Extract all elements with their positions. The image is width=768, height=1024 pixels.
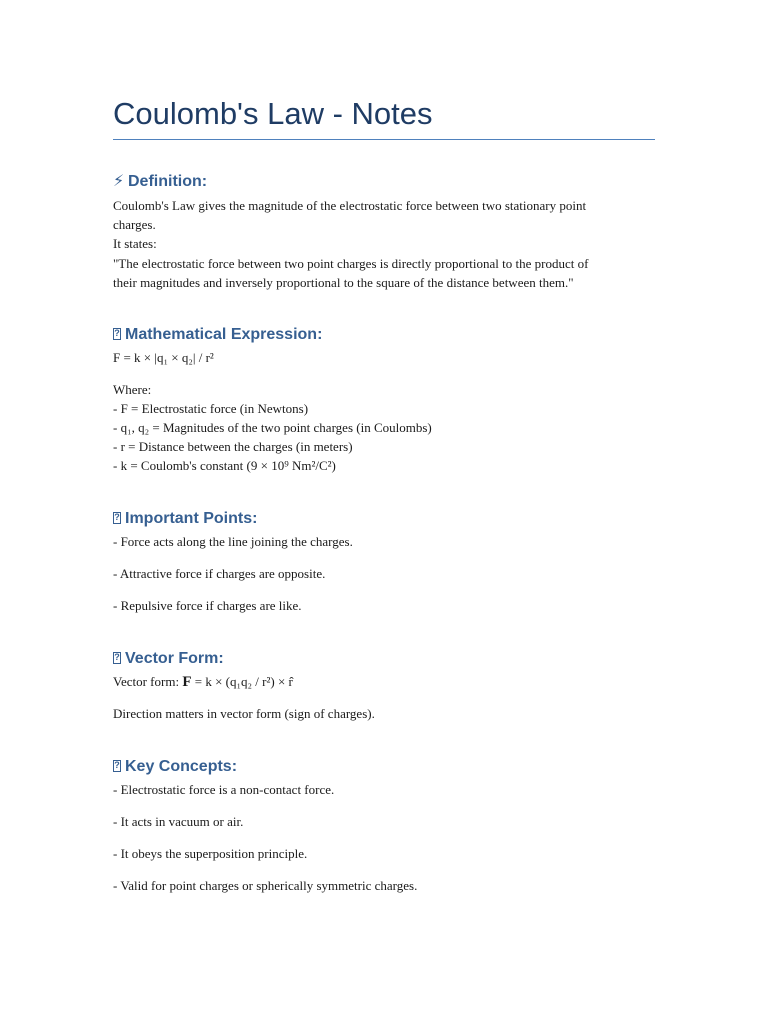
title-underline bbox=[113, 139, 655, 140]
missing-glyph-icon bbox=[113, 760, 121, 772]
vector-formula-line bbox=[113, 672, 658, 692]
page-title: Coulomb's Law - Notes bbox=[113, 96, 433, 131]
important-item: - Repulsive force if charges are like. bbox=[113, 598, 302, 613]
vector-heading bbox=[113, 649, 224, 669]
definition-line-2: charges. bbox=[113, 217, 156, 232]
important-heading-text: Important Points: bbox=[125, 510, 258, 527]
missing-glyph-icon bbox=[113, 512, 121, 524]
definition-heading bbox=[113, 172, 207, 192]
concepts-heading bbox=[113, 757, 237, 777]
math-item: - k = Coulomb's constant (9 × 10⁹ Nm²/C²) bbox=[113, 458, 336, 473]
vector-formula: = k × (q₁q₂ / r²) × r̂ bbox=[191, 674, 293, 689]
missing-glyph-icon bbox=[113, 652, 121, 664]
definition-line-3: It states: bbox=[113, 236, 157, 251]
math-item: - r = Distance between the charges (in meters) bbox=[113, 439, 353, 454]
vector-note: Direction matters in vector form (sign of charges). bbox=[113, 706, 375, 721]
math-heading-text: Mathematical Expression: bbox=[125, 326, 323, 343]
concept-item: - It obeys the superposition principle. bbox=[113, 846, 308, 861]
vector-prefix: Vector form: bbox=[113, 674, 183, 689]
math-heading bbox=[113, 325, 322, 345]
math-item: - q₁, q₂ = Magnitudes of the two point charges (in Coulombs) bbox=[113, 420, 432, 435]
important-heading bbox=[113, 509, 257, 529]
important-item: - Attractive force if charges are opposite. bbox=[113, 566, 326, 581]
vector-bold-f: F bbox=[182, 674, 192, 690]
important-item: - Force acts along the line joining the charges. bbox=[113, 534, 353, 549]
concepts-heading-text: Key Concepts: bbox=[125, 758, 238, 775]
definition-line-1: Coulomb's Law gives the magnitude of the electrostatic force between two stationary point bbox=[113, 198, 587, 213]
definition-line-4: "The electrostatic force between two point charges is directly proportional to the product of bbox=[113, 256, 589, 271]
definition-heading-text: Definition: bbox=[128, 173, 208, 190]
definition-line-5: their magnitudes and inversely proportional to the square of the distance between them." bbox=[113, 275, 574, 290]
math-formula: F = k × |q₁ × q₂| / r² bbox=[113, 350, 214, 365]
vector-heading-text: Vector Form: bbox=[125, 650, 224, 667]
concept-item: - Electrostatic force is a non-contact force. bbox=[113, 782, 335, 797]
concept-item: - Valid for point charges or spherically symmetric charges. bbox=[113, 878, 418, 893]
math-where: Where: bbox=[113, 382, 152, 397]
lightning-icon: ⚡ bbox=[113, 173, 125, 190]
math-item: - F = Electrostatic force (in Newtons) bbox=[113, 401, 309, 416]
concept-item: - It acts in vacuum or air. bbox=[113, 814, 244, 829]
missing-glyph-icon bbox=[113, 328, 121, 340]
